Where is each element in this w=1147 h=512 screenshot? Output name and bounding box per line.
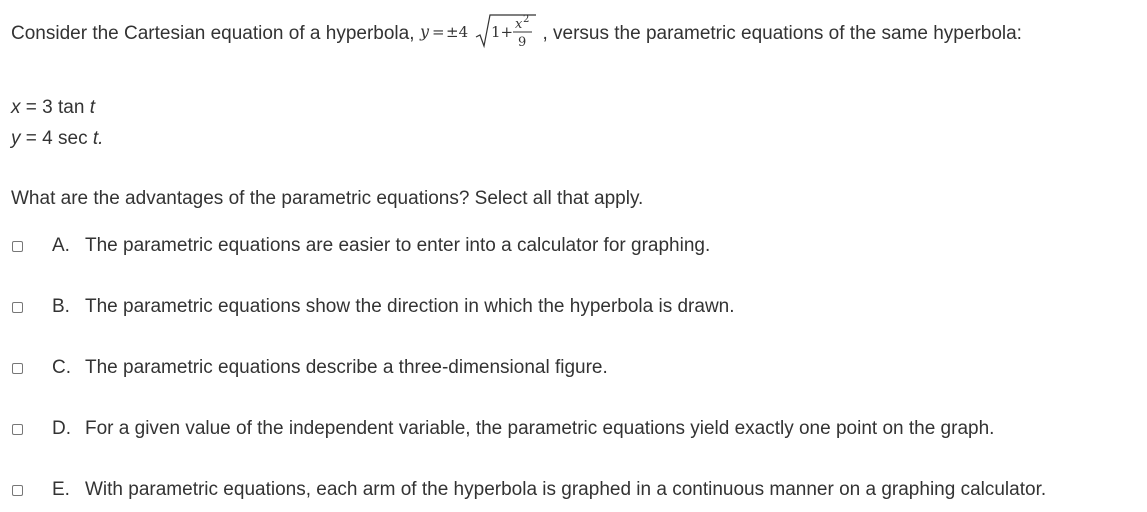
option-a-letter: A.: [52, 235, 70, 256]
option-b[interactable]: [12, 296, 735, 318]
intro-text-before: Consider the Cartesian equation of a hyperbola,: [11, 23, 415, 45]
eq-equals: =: [432, 23, 446, 41]
eq-plus-minus: ±4: [446, 23, 469, 41]
option-b-text[interactable]: The parametric equations show the direction in which the hyperbola is drawn.: [85, 296, 735, 317]
intro-text-after: , versus the parametric equations of the same hyperbola:: [542, 23, 1022, 45]
param-x-rhs: = 3 tan: [20, 97, 90, 118]
param-y-rhs: = 4 sec: [20, 128, 93, 149]
option-c[interactable]: [12, 357, 608, 379]
param-y-var: y: [11, 128, 21, 149]
option-e-text[interactable]: With parametric equations, each arm of the hyperbola is graphed in a continuous manner on a graphing calculator.: [85, 479, 1047, 500]
eq-denominator: 9: [518, 35, 527, 50]
param-x-param: t: [89, 97, 95, 118]
parametric-equation-y: [11, 128, 103, 150]
param-x-var: x: [11, 97, 21, 118]
option-b-checkbox[interactable]: [12, 302, 23, 313]
option-d-text[interactable]: For a given value of the independent variable, the parametric equations yield exactly one point on the graph.: [85, 418, 995, 439]
option-e-checkbox[interactable]: [12, 485, 23, 496]
cartesian-equation: [420, 13, 538, 50]
option-d-letter: D.: [52, 418, 71, 439]
option-a-text[interactable]: The parametric equations are easier to enter into a calculator for graphing.: [85, 235, 711, 256]
option-c-text[interactable]: The parametric equations describe a three-dimensional figure.: [85, 357, 608, 378]
eq-exponent: 2: [523, 14, 530, 25]
eq-numerator: x: [515, 17, 523, 32]
option-d-checkbox[interactable]: [12, 424, 23, 435]
option-c-letter: C.: [52, 357, 71, 378]
option-c-checkbox[interactable]: [12, 363, 23, 374]
option-b-letter: B.: [52, 296, 70, 317]
option-a-checkbox[interactable]: [12, 241, 23, 252]
eq-radicand-lead: 1+: [491, 23, 514, 41]
eq-lhs: y: [420, 22, 430, 41]
parametric-equation-x: [11, 97, 95, 119]
option-d[interactable]: [12, 418, 994, 440]
question-prompt: What are the advantages of the parametric equations? Select all that apply.: [11, 188, 644, 209]
option-e-letter: E.: [52, 479, 70, 500]
option-e[interactable]: [12, 479, 1046, 501]
cartesian-equation-graphic: [420, 13, 538, 50]
option-a[interactable]: [12, 235, 710, 257]
param-y-param: t.: [92, 128, 104, 149]
question-intro: [11, 14, 1022, 50]
